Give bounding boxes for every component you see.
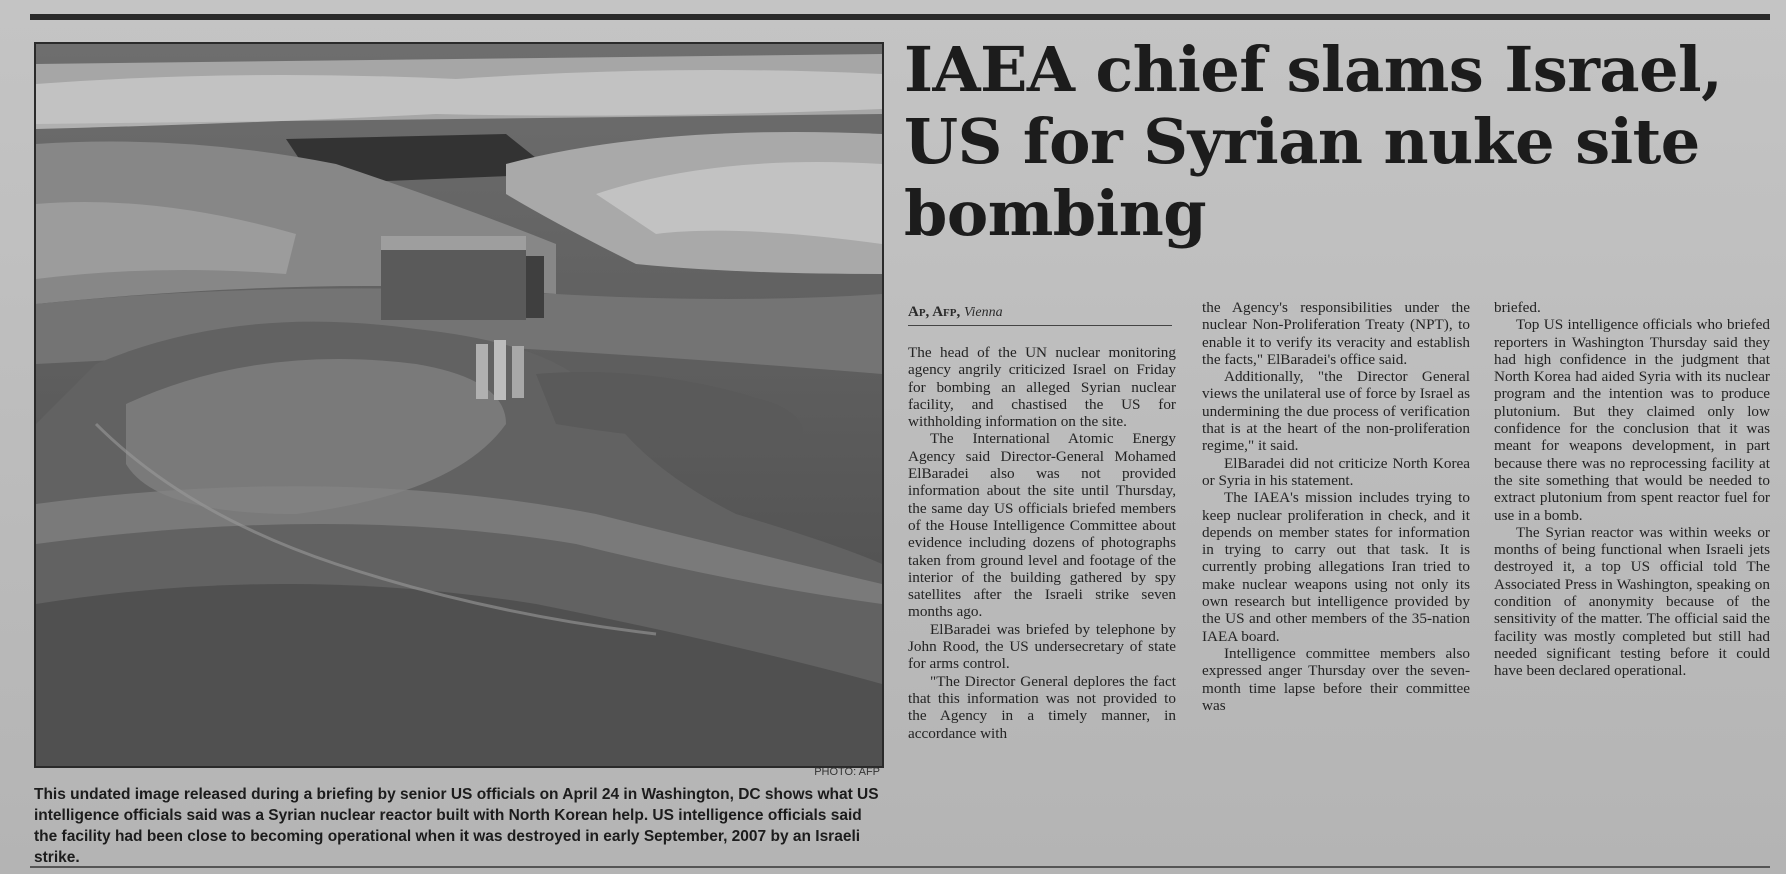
byline xyxy=(908,304,1172,326)
paragraph: Additionally, "the Director General views the unilateral use of force by Israel as undermining the due process of verification that is at the heart of the non-proliferation regime," it said. xyxy=(1202,368,1470,455)
paragraph: The head of the UN nuclear monitoring agency angrily criticized Israel on Friday for bombing an alleged Syrian nuclear facility, and chastised the US for withholding information on the site. xyxy=(908,344,1176,431)
paragraph: Top US intelligence officials who briefed reporters in Washington Thursday said they had high confidence in the judgment that North Korea had aided Syria with its nuclear program and the intention was to produce plutonium. But they claimed only low confidence for the conclusion that it was meant for weapons development, in part because there was no reprocessing facility at the site something that would be needed to extract plutonium from spent reactor fuel for use in a bomb. xyxy=(1494,316,1770,524)
paragraph: "The Director General deplores the fact that this information was not provided to the Agency in a timely manner, in accordance with xyxy=(908,672,1176,742)
paragraph: The Syrian reactor was within weeks or months of being functional when Israeli jets destroyed it, a top US official told The Associated Press in Washington, speaking on condition of anonymity because of the sensitivity of the matter. The official said the facility was mostly completed but still had needed significant testing before it could have been declared operational. xyxy=(1494,523,1770,680)
paragraph: ElBaradei did not criticize North Korea or Syria in his statement. xyxy=(1202,454,1470,489)
reactor-photo xyxy=(34,42,884,768)
photo-caption: This undated image released during a briefing by senior US officials on April 24 in Washington, DC shows what US intelligence officials said was a Syrian nuclear reactor built with North Korean help. US intelligence officials said the facility had been close to becoming operational when it was destroyed in early September, 2007 by an Israeli strike. xyxy=(34,786,879,866)
bottom-rule xyxy=(30,866,1770,868)
article-column-1 xyxy=(908,344,1176,742)
paragraph: Intelligence committee members also expressed anger Thursday over the seven-month time lapse before their committee was xyxy=(1202,644,1470,714)
byline-sources: Ap, Afp, xyxy=(908,304,961,320)
headline: IAEA chief slams Israel, US for Syrian nuke site bombing xyxy=(904,33,1723,250)
byline-city: Vienna xyxy=(964,305,1003,320)
article-column-3 xyxy=(1494,299,1770,680)
photo-credit: PHOTO: AFP xyxy=(814,766,880,778)
top-rule xyxy=(30,14,1770,20)
paragraph: ElBaradei was briefed by telephone by John Rood, the US undersecretary of state for arms control. xyxy=(908,620,1176,673)
paragraph: The International Atomic Energy Agency said Director-General Mohamed ElBaradei also was not provided information about the site until Thursday, the same day US officials briefed members of the House Intelligence Committee about evidence including dozens of photographs taken from ground level and footage of the interior of the building gathered by spy satellites after the Israeli strike seven months ago. xyxy=(908,430,1176,621)
article-column-2 xyxy=(1202,299,1470,714)
paragraph: the Agency's responsibilities under the nuclear Non-Proliferation Treaty (NPT), to enable it to verify its veracity and establish the facts," ElBaradei's office said. xyxy=(1202,299,1470,368)
paragraph: The IAEA's mission includes trying to keep nuclear proliferation in check, and it depends on member states for information in trying to carry out that task. It is currently probing allegations Iran tried to make nuclear weapons using not only its own research but intelligence provided by the US and other members of the 35-nation IAEA board. xyxy=(1202,489,1470,645)
paragraph: briefed. xyxy=(1494,299,1541,316)
